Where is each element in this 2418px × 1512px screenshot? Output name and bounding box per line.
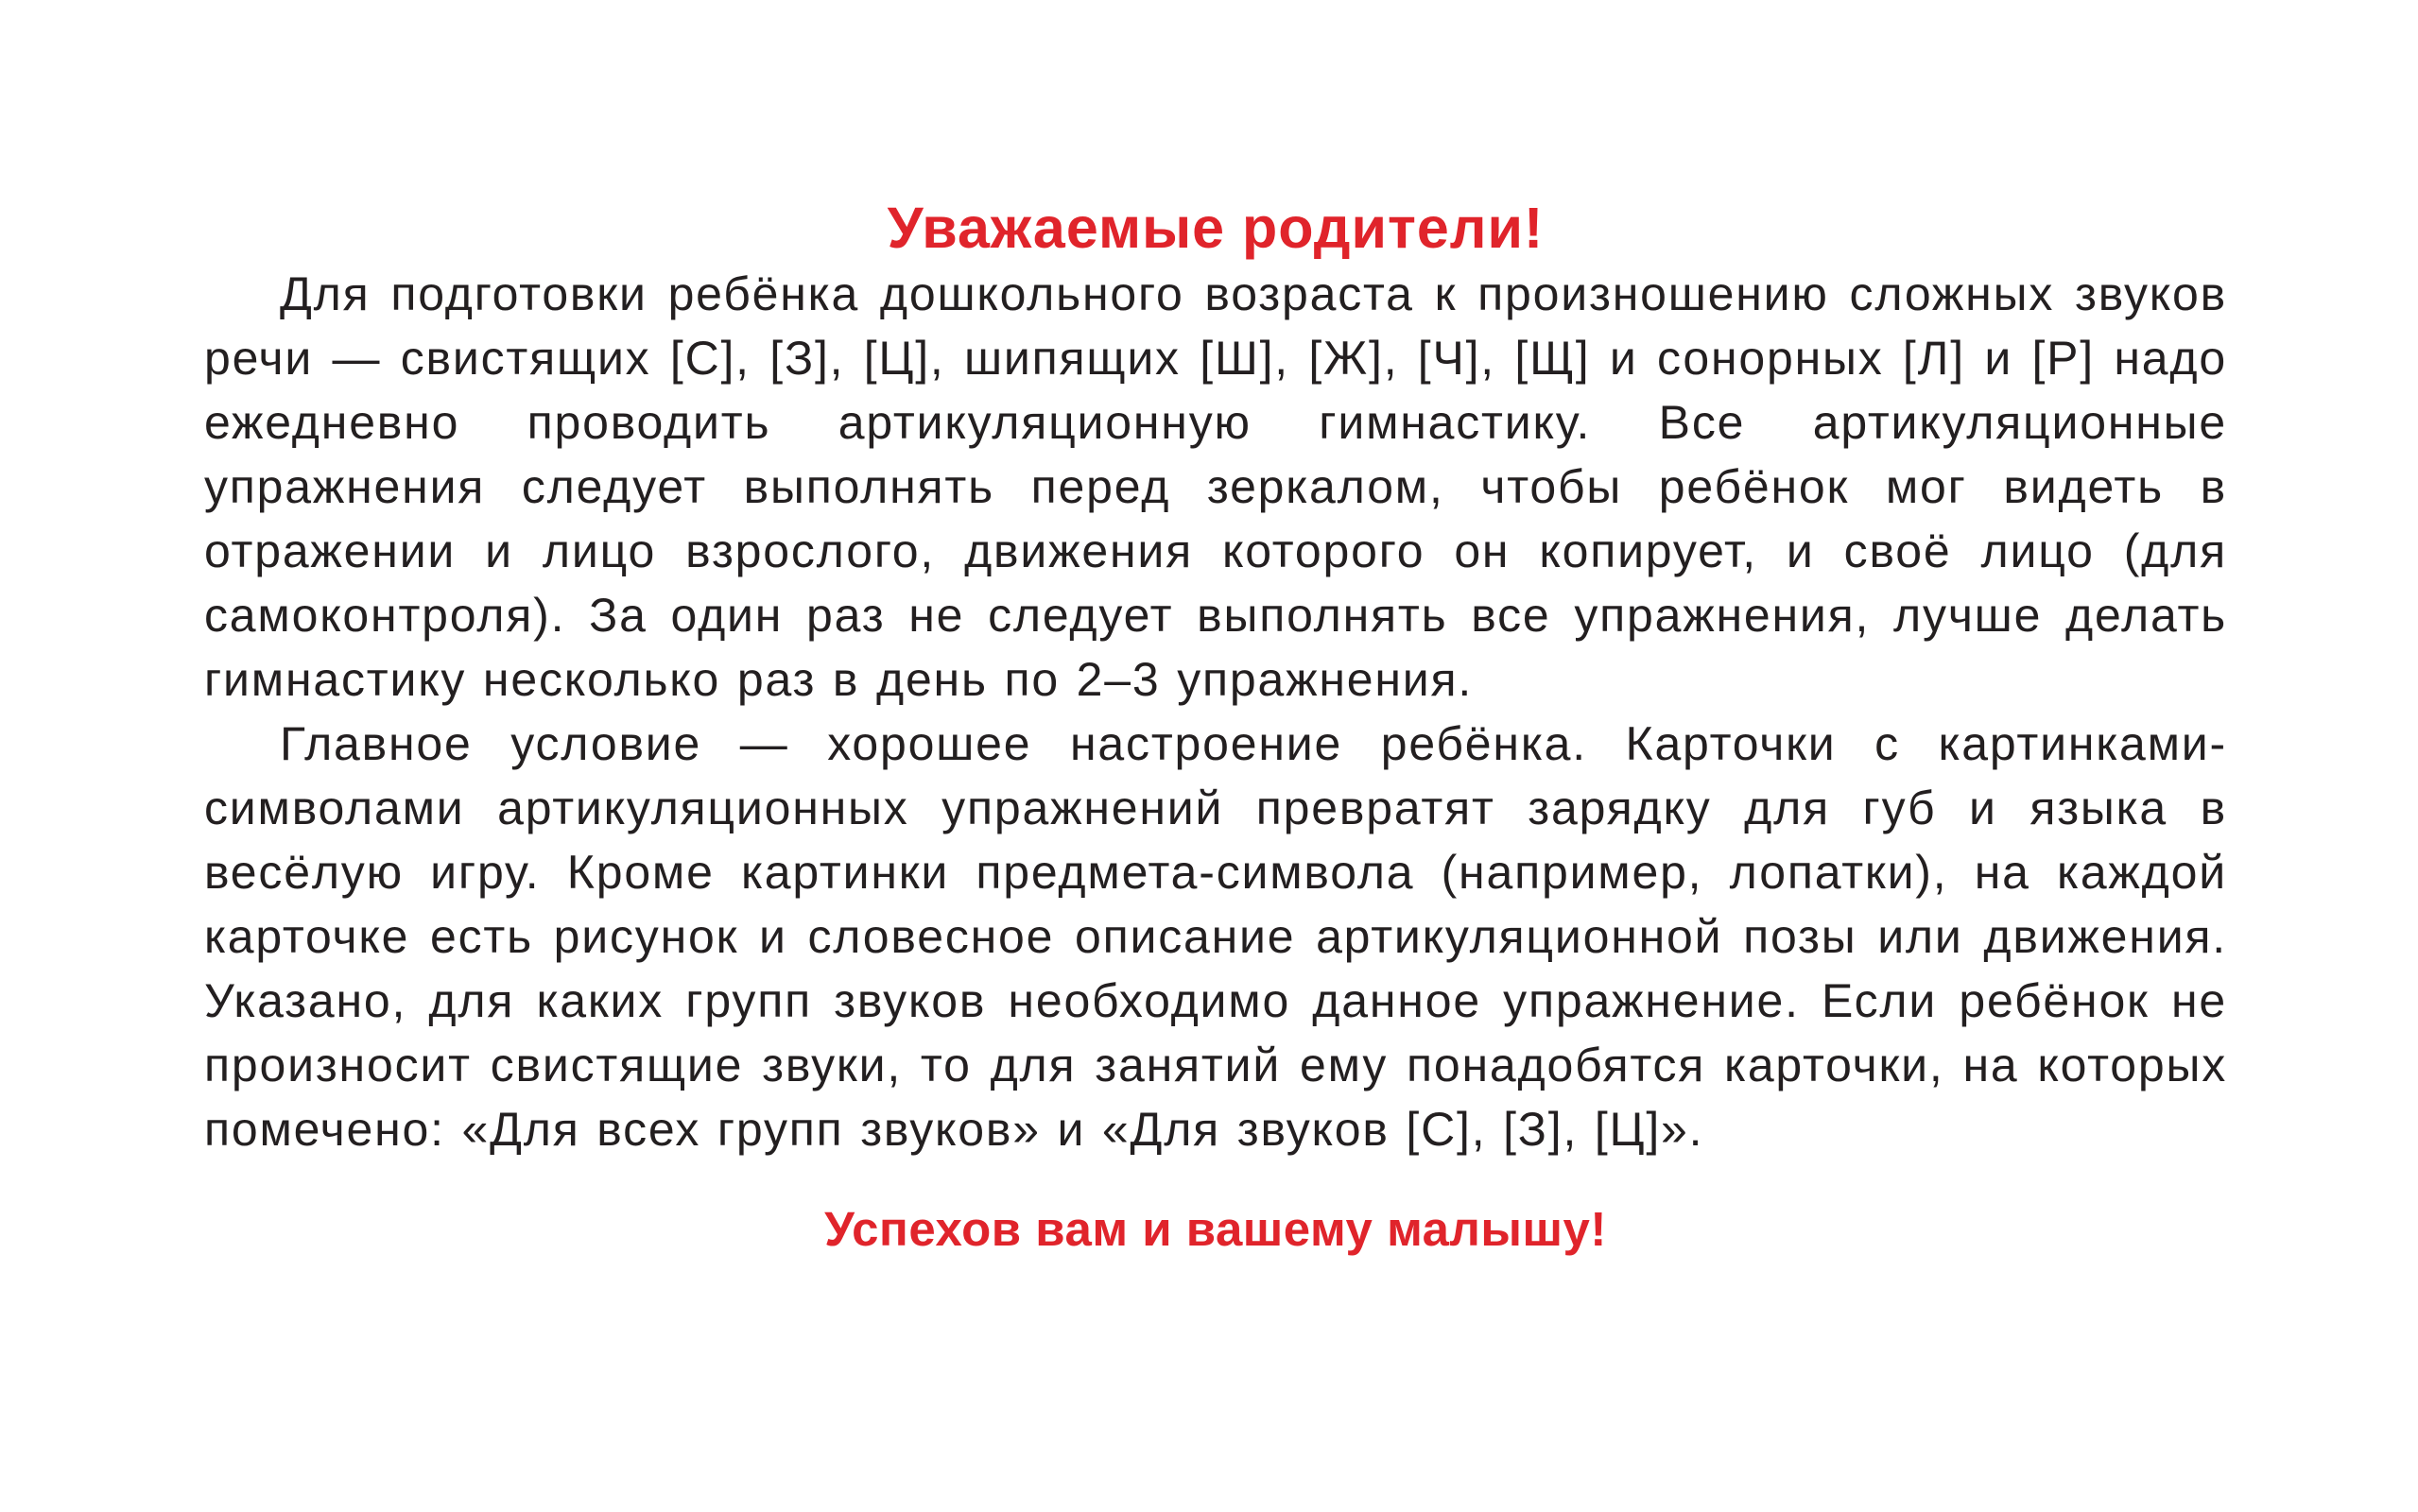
- paragraph-main-condition: Главное условие — хорошее настроение ребёнка. Карточки с картинками-символами артикуляционных упражнений превратят зарядку для губ и языка в весёлую игру. Кроме картинки предмета-символа (например, лопатки), на каждой карточке есть рисунок и словесное описание артикуляционной позы или движения. Указано, для каких групп звуков необходимо данное упражнение. Если ребёнок не произносит свистящие звуки, то для занятий ему понадобятся карточки, на которых помечено: «Для всех групп звуков» и «Для звуков [С], [З], [Ц]».: [204, 717, 2227, 1156]
- document-page: [204, 194, 2227, 1260]
- closing-wish: Успехов вам и вашему малышу!: [824, 1202, 1607, 1256]
- paragraph-intro: Для подготовки ребёнка дошкольного возраста к произношению сложных звуков речи — свистящих [С], [З], [Ц], шипящих [Ш], [Ж], [Ч], [Щ] и сонорных [Л] и [Р] надо ежедневно проводить артикуляционную гимнастику. Все артикуляционные упражнения следует выполнять перед зеркалом, чтобы ребёнок мог видеть в отражении и лицо взрослого, движения которого он копирует, и своё лицо (для самоконтроля). За один раз не следует выполнять все упражнения, лучше делать гимнастику несколько раз в день по 2–3 упражнения.: [204, 267, 2227, 706]
- page-title: Уважаемые родители!: [887, 196, 1545, 260]
